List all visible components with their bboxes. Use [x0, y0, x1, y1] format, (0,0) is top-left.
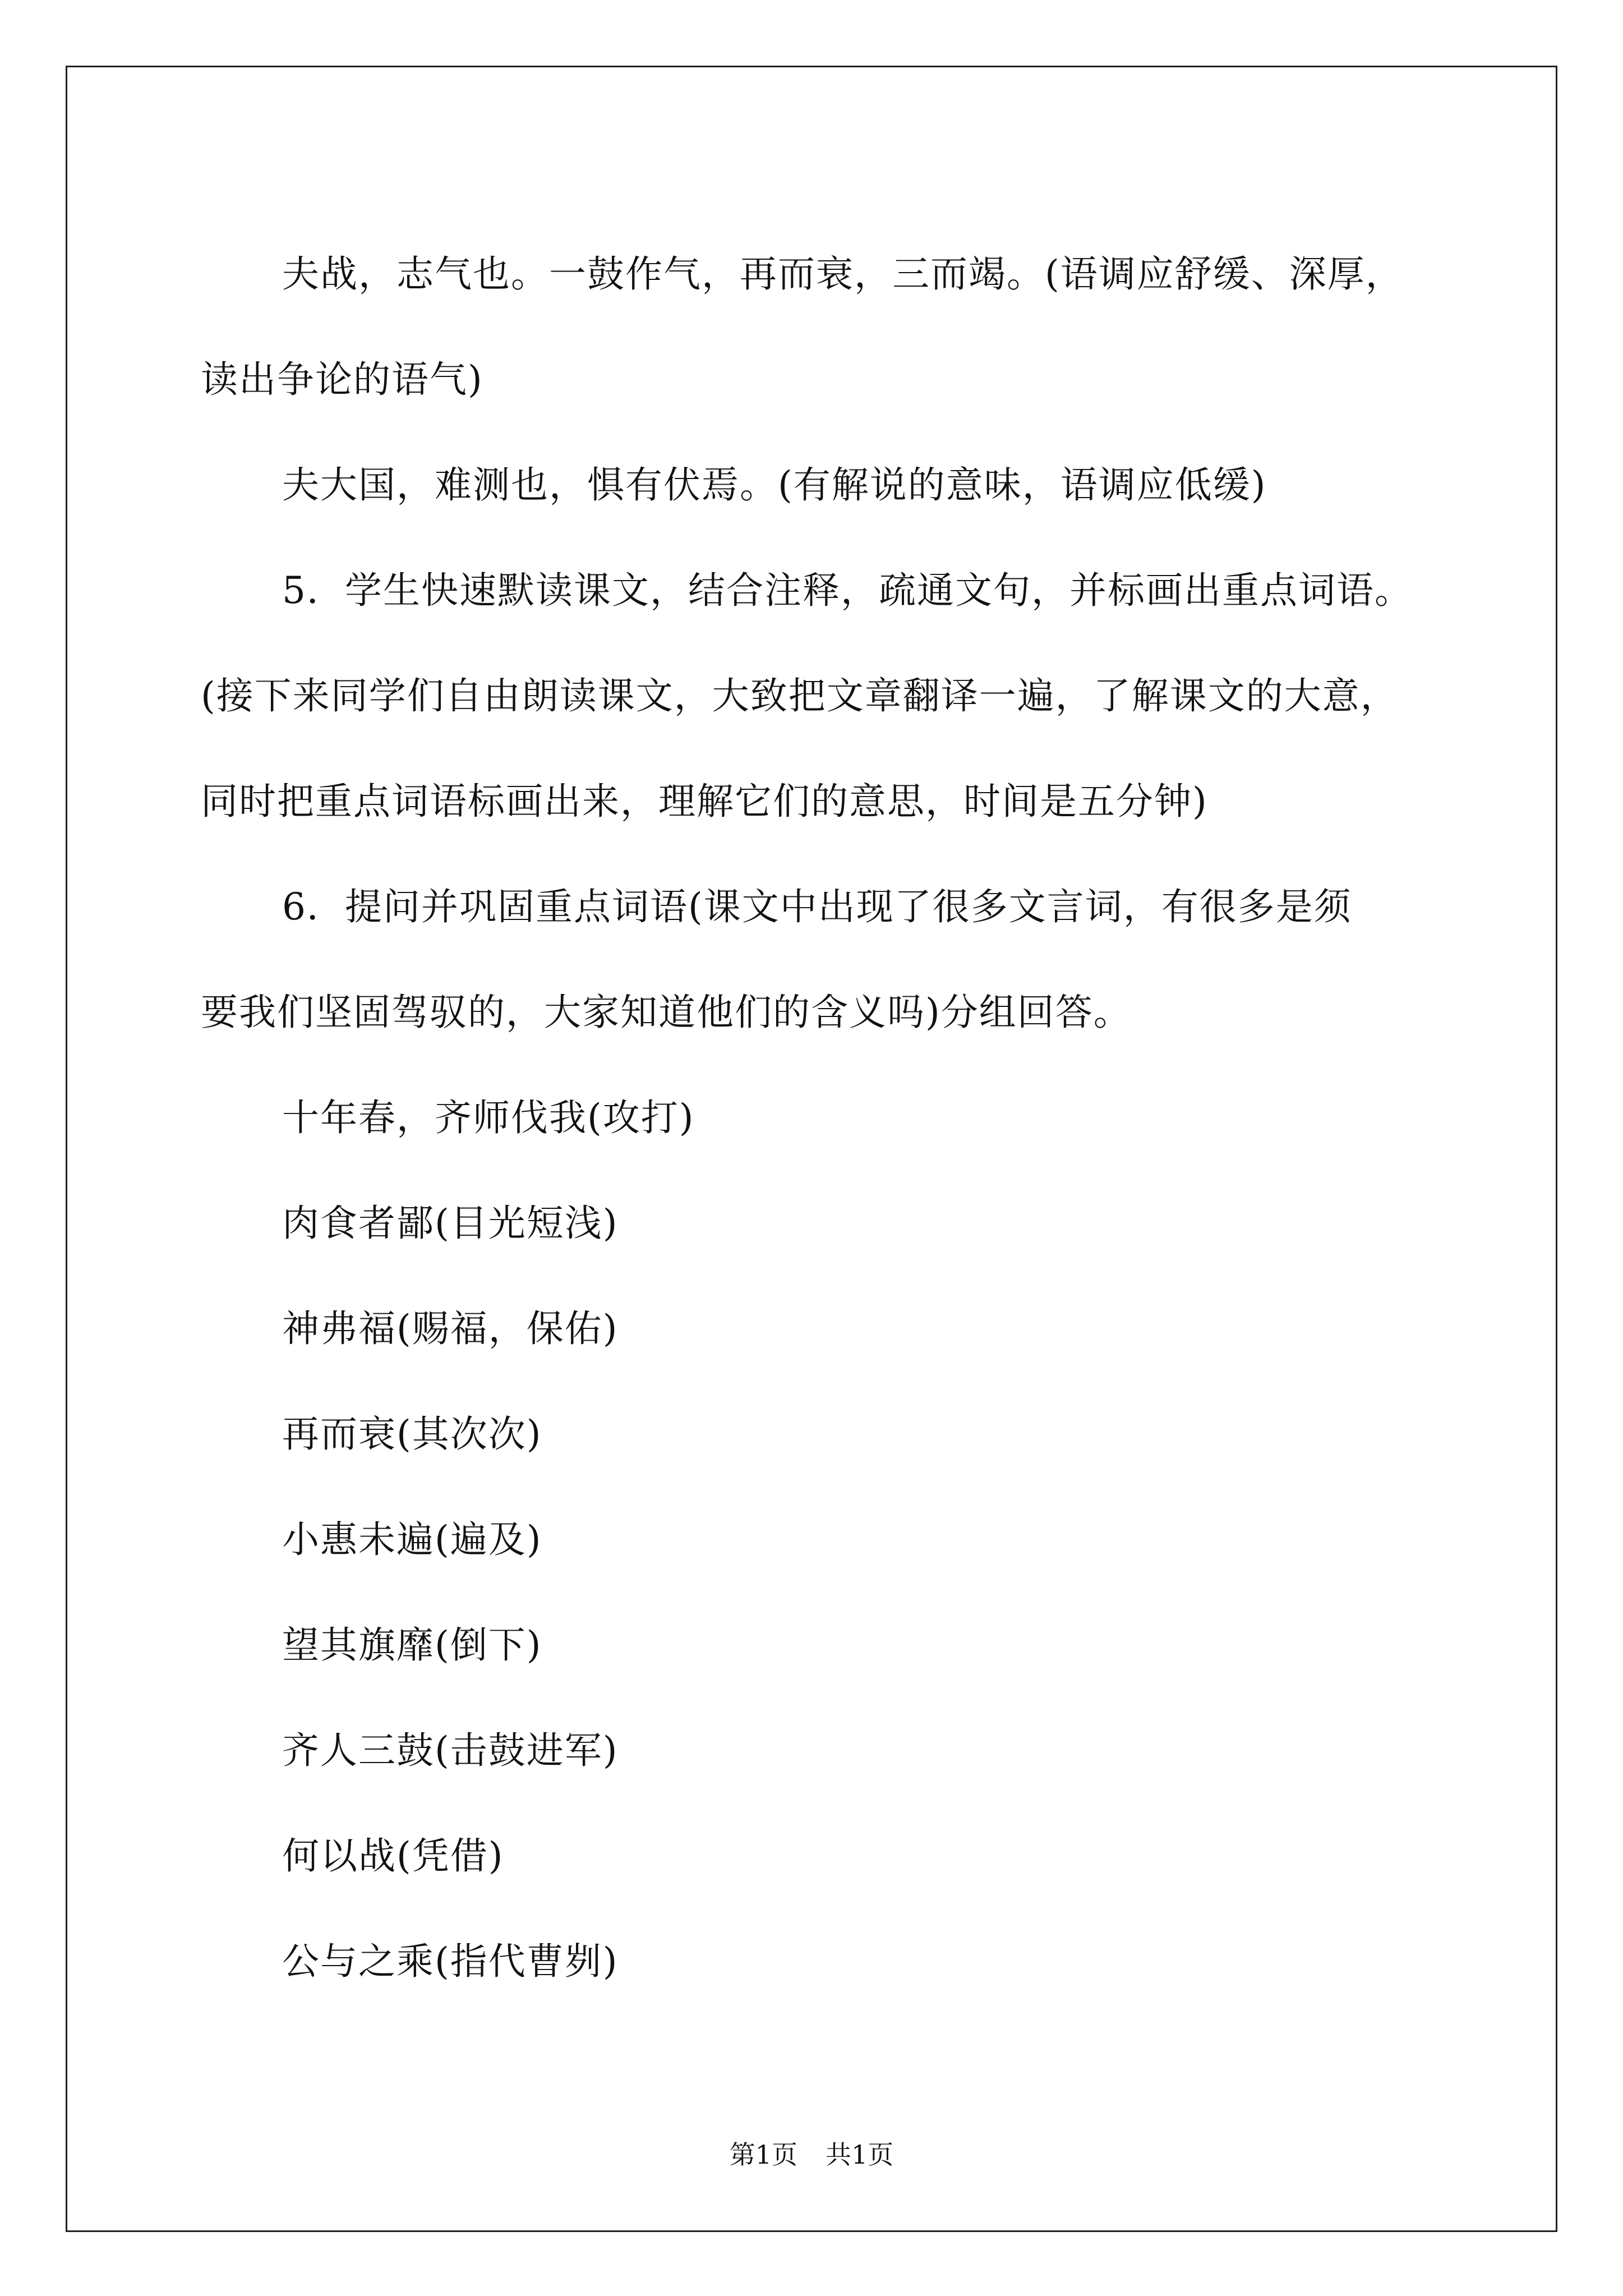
page-number: 第1页 [729, 2139, 797, 2170]
paragraph: 要我们坚固驾驭的，大家知道他们的含义吗)分组回答。 [201, 991, 1132, 1034]
paragraph: 5．学生快速默读课文，结合注释，疏通文句，并标画出重点词语。 [282, 569, 1413, 612]
vocab-item: 肉食者鄙(目光短浅) [282, 1202, 619, 1245]
vocab-item: 何以战(凭借) [282, 1834, 504, 1878]
paragraph: 6．提问并巩固重点词语(课文中出现了很多文言词，有很多是须 [282, 885, 1352, 928]
page-total: 共1页 [826, 2139, 894, 2170]
vocab-item: 小惠未遍(遍及) [282, 1518, 542, 1561]
paragraph: (接下来同学们自由朗读课文，大致把文章翻译一遍，了解课文的大意， [201, 674, 1399, 717]
page-footer [0, 2134, 1623, 2171]
paragraph: 夫战，志气也。一鼓作气，再而衰，三而竭。(语调应舒缓、深厚， [282, 252, 1404, 296]
vocab-item: 望其旗靡(倒下) [282, 1623, 542, 1667]
vocab-item: 再而衰(其次次) [282, 1412, 542, 1456]
vocab-item: 神弗福(赐福，保佑) [282, 1307, 619, 1350]
vocab-item: 十年春，齐师伐我(攻打) [282, 1096, 695, 1139]
paragraph: 读出争论的语气) [201, 358, 483, 401]
vocab-item: 公与之乘(指代曹刿) [282, 1940, 619, 1983]
paragraph: 夫大国，难测也，惧有伏焉。(有解说的意味，语调应低缓) [282, 463, 1267, 507]
paragraph: 同时把重点词语标画出来，理解它们的意思，时间是五分钟) [201, 780, 1208, 823]
document-body [201, 222, 1468, 2014]
vocab-item: 齐人三鼓(击鼓进军) [282, 1729, 619, 1772]
